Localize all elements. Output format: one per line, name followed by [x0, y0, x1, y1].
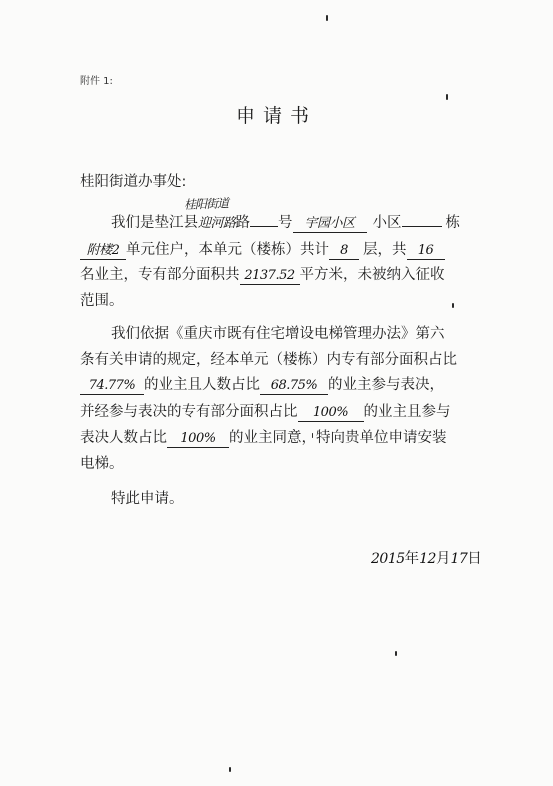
date-month: 12 — [419, 551, 436, 567]
vote-area-ratio-value: 100% — [298, 404, 364, 422]
p1-intro: 我们是垫江县 — [111, 215, 198, 231]
vote-people-ratio-value: 100% — [167, 430, 229, 448]
date-day-unit: 日 — [467, 551, 482, 567]
p1-line2 — [80, 238, 445, 260]
p2-l3-mid: 的业主且人数占比 — [144, 377, 260, 393]
dong-label: 栋 — [445, 215, 461, 231]
floors-text: 层，共 — [363, 242, 407, 258]
p2-l4-start: 并经参与表决的专有部分面积占比 — [80, 404, 298, 420]
building-unit: 附楼2 — [80, 242, 126, 260]
hao-label: 号 — [278, 215, 293, 231]
xiaoqu-label: 小区 — [372, 215, 402, 231]
p2-line2: 条有关申请的规定，经本单元（楼栋）内专有部分面积占比 — [80, 352, 457, 368]
owners-text: 名业主，专有部分面积共 — [80, 267, 240, 283]
p2-l5-end: 的业主同意，特向贵单位申请安装 — [229, 430, 447, 446]
community-name: 宇园小区 — [293, 215, 367, 233]
road-blank — [250, 209, 278, 227]
attachment-label: 附件 1: — [80, 76, 113, 87]
p2-l4-end: 的业主且参与 — [363, 404, 451, 420]
owners-value: 16 — [407, 242, 445, 260]
signature-date — [371, 547, 482, 568]
p2-line1: 我们依据《重庆市既有住宅增设电梯管理办法》第六 — [111, 326, 445, 342]
people-ratio-value: 68.75% — [260, 377, 328, 395]
road-name: 迎河路 — [198, 216, 236, 231]
scan-speck — [446, 94, 448, 100]
date-day: 17 — [450, 551, 468, 567]
closing-text: 特此申请。 — [111, 491, 184, 507]
date-year-unit: 年 — [404, 551, 420, 567]
p2-l3-end: 的业主参与表决， — [328, 377, 444, 393]
area-ratio-value: 74.77% — [80, 377, 144, 395]
scan-speck — [395, 651, 397, 656]
scan-speck — [326, 15, 328, 21]
unit-text: 单元住户，本单元（楼栋）共计 — [126, 242, 329, 258]
scan-speck — [229, 767, 231, 772]
p2-line5 — [80, 426, 447, 448]
p1-line4: 范围。 — [80, 293, 124, 309]
p1-line3 — [80, 263, 445, 285]
scan-speck — [452, 303, 454, 308]
p2-line4 — [80, 400, 451, 422]
date-month-unit: 月 — [435, 551, 451, 567]
addressee: 桂阳街道办事处: — [80, 174, 187, 190]
area-value: 2137.52 — [240, 267, 300, 285]
xiaoqu-blank — [402, 209, 442, 227]
p2-line3 — [80, 373, 444, 395]
floors-value: 8 — [329, 242, 359, 260]
p2-l5-start: 表决人数占比 — [80, 430, 167, 446]
handwritten-street: 桂阳街道 — [183, 196, 229, 212]
p2-line6: 电梯。 — [80, 456, 124, 472]
document-title: 申请书 — [235, 105, 317, 127]
p1-line1 — [111, 209, 460, 233]
date-year: 2015 — [371, 551, 405, 567]
road-suffix: 路 — [235, 215, 251, 231]
area-text: 平方米，未被纳入征收 — [299, 267, 445, 283]
